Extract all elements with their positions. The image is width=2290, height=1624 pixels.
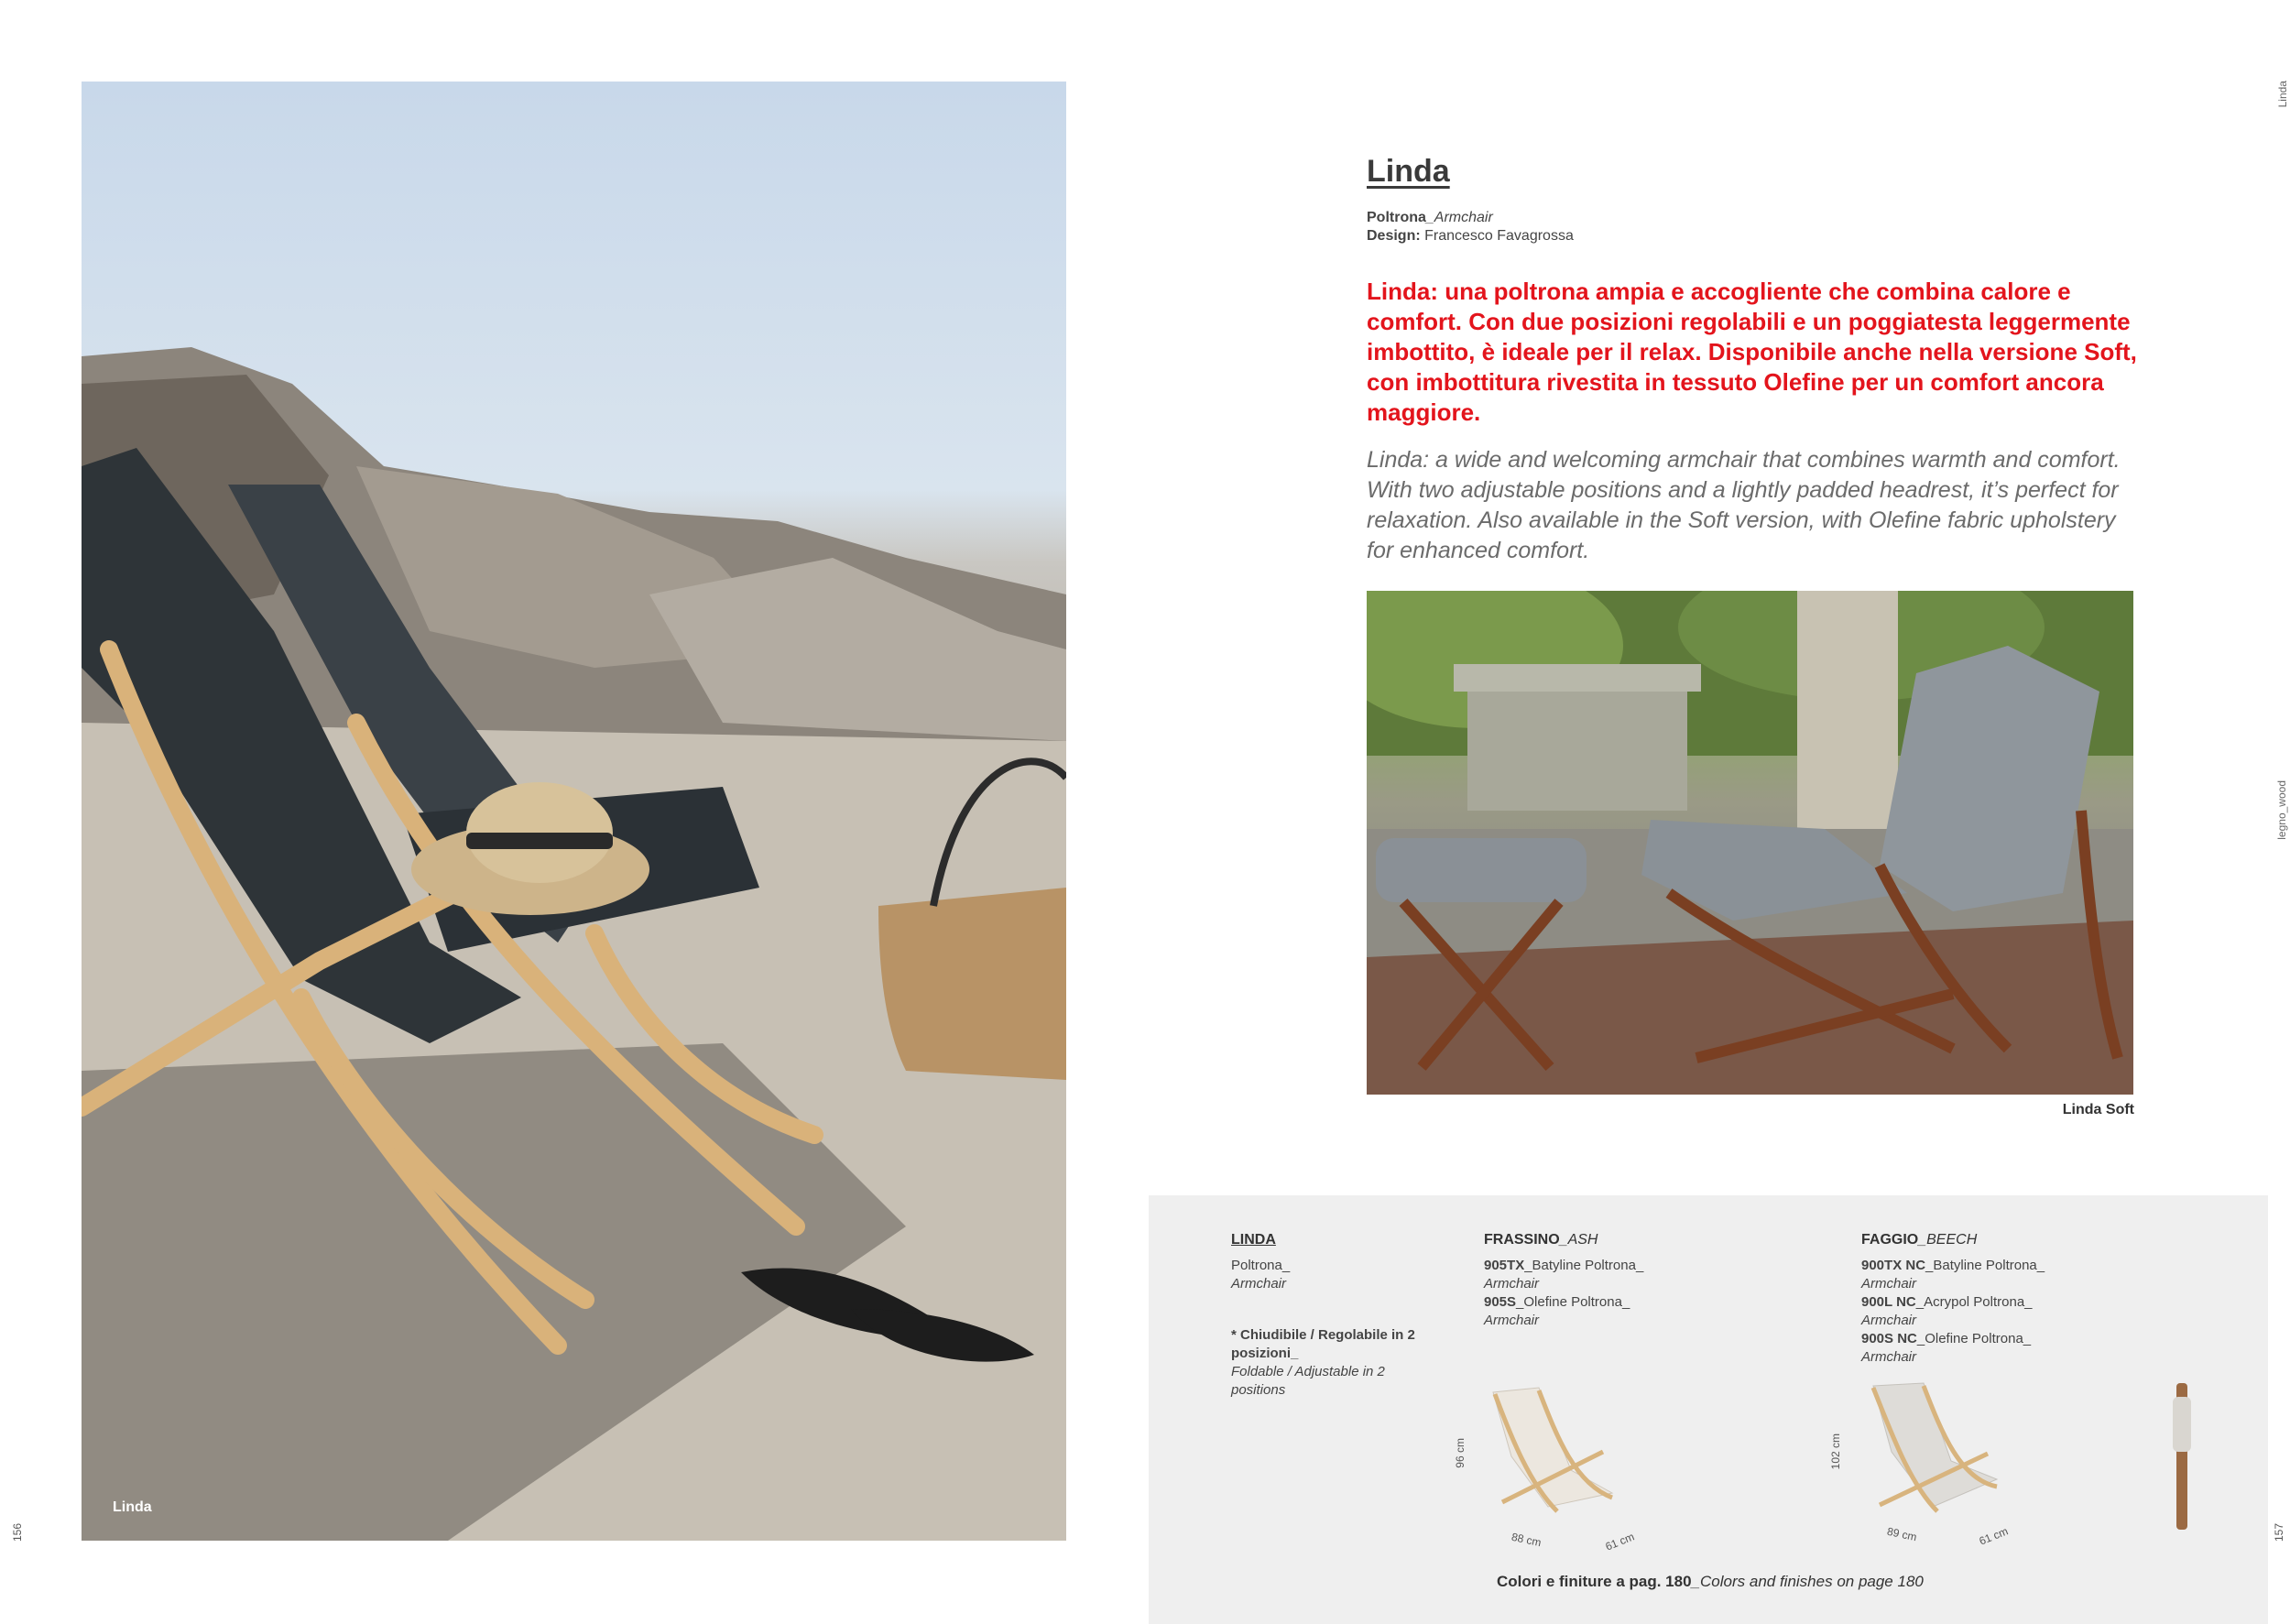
product-code: 905S — [1484, 1294, 1517, 1310]
colors-note-it: Colori e finiture a pag. 180 — [1497, 1573, 1692, 1590]
list-item — [1861, 1312, 2045, 1330]
spec-frassino-heading-it: FRASSINO — [1484, 1232, 1560, 1248]
spec-faggio-heading — [1861, 1232, 1977, 1248]
colors-finishes-note — [1497, 1573, 1924, 1591]
right-page-number: 157 — [2273, 1523, 2285, 1542]
designer-name: Francesco Favagrossa — [1420, 228, 1574, 244]
list-item — [1484, 1312, 1643, 1330]
spec-frassino-heading-en: _ASH — [1559, 1232, 1598, 1248]
product-name-en: Armchair — [1484, 1276, 1540, 1292]
type-label: Poltrona — [1367, 210, 1426, 225]
product-code: 900L NC — [1861, 1294, 1916, 1310]
product-name-en: Armchair — [1484, 1313, 1540, 1328]
faggio-width: 89 cm — [1885, 1524, 1918, 1544]
spec-faggio-list — [1861, 1257, 2045, 1367]
list-item — [1861, 1348, 2045, 1367]
frassino-depth: 61 cm — [1603, 1530, 1637, 1553]
left-page-number: 156 — [11, 1523, 24, 1542]
side-label-material: legno_wood — [2275, 780, 2288, 840]
spec-linda-type-en: Armchair — [1231, 1276, 1287, 1292]
product-name-en: Armchair — [1861, 1276, 1917, 1292]
list-item — [1861, 1257, 2045, 1275]
product-code: 900TX NC — [1861, 1258, 1926, 1273]
spec-linda-heading: LINDA — [1231, 1232, 1276, 1248]
list-item — [1861, 1293, 2045, 1312]
list-item — [1861, 1275, 2045, 1293]
faggio-chair-drawing — [1859, 1379, 2015, 1530]
right-photo-caption: Linda Soft — [2062, 1102, 2134, 1117]
product-subtitle — [1367, 209, 1574, 245]
frassino-height: 96 cm — [1454, 1438, 1467, 1468]
faggio-height: 102 cm — [1829, 1433, 1842, 1470]
left-photo-caption: Linda — [113, 1499, 152, 1515]
product-name: _Olefine Poltrona_ — [1916, 1331, 2032, 1346]
folded-chair-drawing — [2164, 1379, 2200, 1534]
frassino-chair-drawing — [1484, 1383, 1630, 1530]
spec-linda-note — [1231, 1326, 1442, 1400]
linda-soft-garden-photo — [1367, 591, 2133, 1095]
spec-linda-type-it: Poltrona_ — [1231, 1258, 1291, 1273]
spec-panel — [1149, 1195, 2268, 1624]
beach-deckchairs-photo — [82, 82, 1066, 1541]
colors-note-en: _Colors and finishes on page 180 — [1691, 1573, 1924, 1590]
product-code: 905TX — [1484, 1258, 1525, 1273]
spec-frassino-list — [1484, 1257, 1643, 1330]
spec-faggio-heading-en: _BEECH — [1918, 1232, 1978, 1248]
product-name-en: Armchair — [1861, 1313, 1917, 1328]
product-name: _Olefine Poltrona_ — [1516, 1294, 1630, 1310]
faggio-depth: 61 cm — [1977, 1524, 2011, 1548]
product-name: _Batyline Poltrona_ — [1925, 1258, 2045, 1273]
spec-linda-note-en: Foldable / Adjustable in 2 positions — [1231, 1364, 1385, 1398]
intro-italian: Linda: una poltrona ampia e accogliente che combina calore e comfort. Con due posizioni regolabili e un poggiatesta leggermente imbottito, è ideale per il relax. Disponibile anche nella versione Soft, con imbottitura rivestita in tessuto Olefine per un comfort ancora maggiore. — [1367, 278, 2137, 426]
list-item — [1861, 1330, 2045, 1348]
spec-linda-note-it: * Chiudibile / Regolabile in 2 posizioni_ — [1231, 1327, 1415, 1361]
list-item — [1484, 1293, 1643, 1312]
list-item — [1484, 1275, 1643, 1293]
type-label-en: _Armchair — [1425, 210, 1493, 225]
product-title: Linda — [1367, 154, 1450, 189]
spec-frassino-heading — [1484, 1232, 1598, 1248]
design-label: Design: — [1367, 228, 1421, 244]
frassino-width: 88 cm — [1510, 1530, 1543, 1550]
product-name: _Batyline Poltrona_ — [1524, 1258, 1644, 1273]
list-item — [1484, 1257, 1643, 1275]
intro-english: Linda: a wide and welcoming armchair that combines warmth and comfort. With two adjustable positions and a lightly padded headrest, it’s perfect for relaxation. Also available in the Soft version, with Olefine fabric upholstery for enhanced comfort. — [1367, 447, 2121, 563]
product-name: _Acrypol Poltrona_ — [1915, 1294, 2033, 1310]
spec-faggio-heading-it: FAGGIO — [1861, 1232, 1919, 1248]
product-name-en: Armchair — [1861, 1349, 1917, 1365]
linda-soft-garden-illustration — [1367, 591, 2133, 1095]
product-code: 900S NC — [1861, 1331, 1917, 1346]
beach-deckchairs-illustration — [82, 82, 1066, 1541]
side-label-product: Linda — [2276, 81, 2289, 108]
spec-linda-type — [1231, 1257, 1290, 1293]
